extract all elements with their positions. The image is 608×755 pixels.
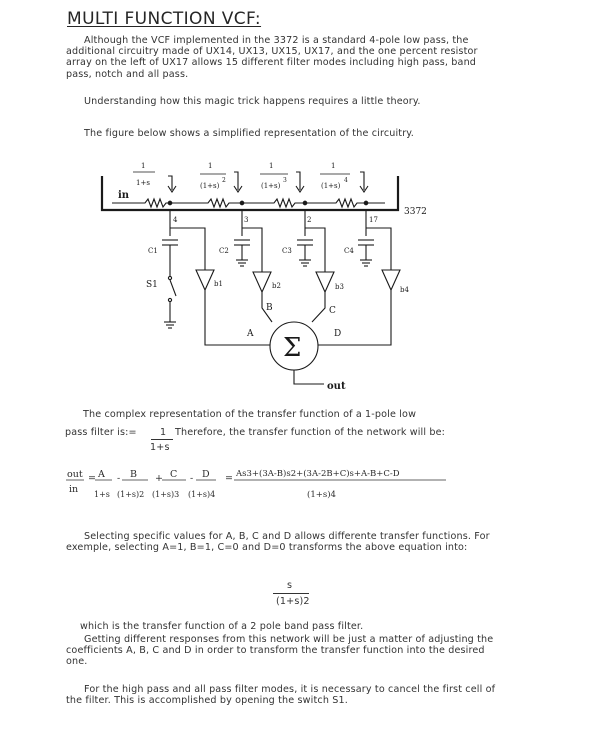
bandpass-sentence: which is the transfer function of a 2 pole band pass filter. — [80, 621, 364, 632]
svg-text:1+s: 1+s — [136, 179, 150, 187]
resistor-chain — [112, 199, 385, 207]
svg-text:b4: b4 — [400, 286, 409, 294]
bandpass-frac-den: (1+s)2 — [276, 596, 310, 607]
switch-s1 — [146, 262, 176, 328]
svg-text:D: D — [202, 469, 210, 480]
transfer-frac-den: 1+s — [150, 442, 170, 453]
stage-label-3 — [260, 162, 304, 192]
transfer-line-1: The complex representation of the transfer function of a 1-pole low — [83, 409, 417, 420]
svg-text:(1+s): (1+s) — [200, 182, 220, 190]
coef-c: C — [329, 306, 336, 316]
transfer-equation — [0, 455, 608, 505]
svg-text:(1+s)3: (1+s)3 — [152, 490, 180, 499]
svg-text:C: C — [170, 469, 178, 480]
pin-label: 2 — [307, 216, 312, 224]
svg-text:in: in — [69, 484, 79, 495]
svg-text:C3: C3 — [282, 247, 292, 255]
stage-label-1 — [133, 162, 176, 192]
buffer-b3 — [316, 272, 344, 292]
svg-text:3: 3 — [283, 177, 287, 184]
stage-label-2 — [200, 162, 242, 192]
capacitor-c3 — [282, 240, 313, 266]
svg-text:S1: S1 — [146, 280, 158, 290]
node-dot — [240, 201, 244, 205]
svg-text:2: 2 — [222, 177, 226, 184]
svg-text:(1+s)4: (1+s)4 — [188, 490, 216, 499]
intro-paragraph: Although the VCF implemented in the 3372 is a standard 4-pole low pass, the additional circuitry made of UX14, UX13, UX15, UX17, and the one percent resistor array on the left of UX17 allows 15 different filter modes including high pass, band pass, notch and all pass. — [66, 35, 478, 80]
svg-text:B: B — [130, 469, 137, 480]
chip-label: 3372 — [404, 207, 427, 217]
svg-text:-: - — [117, 473, 121, 484]
pin-label: 3 — [244, 216, 249, 224]
svg-text:=: = — [88, 473, 96, 484]
stage-label-4 — [320, 162, 368, 192]
highpass-paragraph: For the high pass and all pass filter modes, it is necessary to cancel the first cell of the filter. This is accomplished by opening the switch S1. — [66, 684, 496, 707]
coef-b: B — [266, 303, 273, 313]
svg-text:b3: b3 — [335, 283, 344, 291]
buffer-b1 — [196, 270, 223, 290]
capacitor-c2 — [219, 240, 250, 266]
input-label: in — [118, 190, 130, 201]
buffer-b2 — [253, 272, 281, 292]
svg-text:=: = — [225, 473, 233, 484]
node-dot — [303, 201, 307, 205]
svg-text:4: 4 — [344, 177, 348, 184]
svg-text:1: 1 — [269, 162, 274, 170]
svg-text:(1+s): (1+s) — [261, 182, 281, 190]
coef-d: D — [334, 329, 342, 339]
coefficients-paragraph: Getting different responses from this network will be just a matter of adjusting the coefficients A, B, C and D in order to transform the transfer function into the desired one. — [66, 634, 494, 668]
theory-sentence: Understanding how this magic trick happens requires a little theory. — [84, 96, 421, 107]
capacitor-c4 — [344, 240, 374, 266]
svg-text:b1: b1 — [214, 280, 223, 288]
svg-text:As3+(3A-B)s2+(3A-2B+C)s+A-B+C-: As3+(3A-B)s2+(3A-2B+C)s+A-B+C-D — [236, 469, 400, 479]
svg-text:C2: C2 — [219, 247, 229, 255]
capacitor-c1 — [148, 240, 178, 262]
svg-text:(1+s)2: (1+s)2 — [117, 490, 145, 499]
svg-text:out: out — [67, 469, 83, 480]
svg-text:C1: C1 — [148, 247, 158, 255]
svg-text:1: 1 — [331, 162, 336, 170]
svg-text:1+s: 1+s — [94, 490, 110, 499]
svg-text:(1+s): (1+s) — [321, 182, 341, 190]
transfer-line-2-prefix: pass filter is:= — [65, 427, 137, 438]
pin-label: 17 — [369, 216, 378, 224]
summing-junction — [270, 322, 318, 370]
svg-text:+: + — [155, 473, 163, 484]
coef-a: A — [247, 329, 254, 339]
svg-text:1: 1 — [141, 162, 146, 170]
svg-text:b2: b2 — [272, 282, 281, 290]
node-dot — [168, 201, 172, 205]
output-label: out — [327, 381, 346, 392]
node-dot — [364, 201, 368, 205]
svg-text:-: - — [190, 473, 194, 484]
fraction-bar — [273, 593, 309, 594]
transfer-line-2-suffix: Therefore, the transfer function of the network will be: — [175, 427, 446, 438]
svg-text:C4: C4 — [344, 247, 354, 255]
svg-text:A: A — [98, 469, 105, 480]
page-title: MULTI FUNCTION VCF: — [67, 9, 262, 29]
selecting-paragraph: Selecting specific values for A, B, C and D allows differente transfer functions. For exemple, selecting A=1, B=1, C=0 and D=0 transforms the above equation into: — [66, 531, 490, 554]
bandpass-frac-num: s — [287, 580, 293, 591]
svg-text:1: 1 — [208, 162, 213, 170]
fraction-bar — [151, 439, 173, 440]
transfer-frac-num: 1 — [160, 427, 167, 438]
svg-text:Σ: Σ — [283, 333, 302, 363]
figure-intro-sentence: The figure below shows a simplified representation of the circuitry. — [84, 128, 414, 139]
svg-text:(1+s)4: (1+s)4 — [307, 490, 336, 500]
buffer-b4 — [382, 270, 409, 294]
pin-label: 4 — [173, 216, 178, 224]
